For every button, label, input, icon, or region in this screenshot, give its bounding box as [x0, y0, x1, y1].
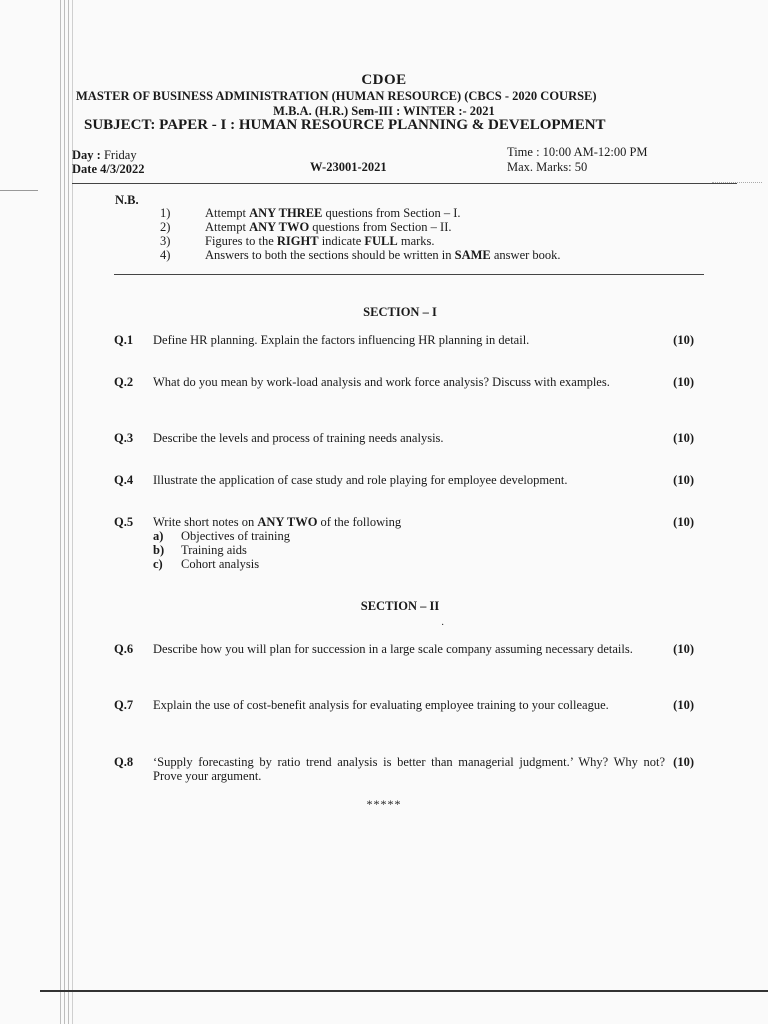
semester-line: M.B.A. (H.R.) Sem-III : WINTER :- 2021	[273, 104, 495, 118]
exam-code: W-23001-2021	[310, 160, 387, 174]
instruction-item: 4) Answers to both the sections should be written in SAME answer book.	[160, 248, 561, 262]
nb-label: N.B.	[115, 193, 139, 207]
subpart: a) Objectives of training	[153, 529, 290, 543]
org-title: CDOE	[361, 72, 407, 88]
max-marks: Max. Marks: 50	[507, 160, 588, 174]
subpart: c) Cohort analysis	[153, 557, 260, 571]
scan-edge-line	[68, 0, 69, 1024]
subpart: b) Training aids	[153, 543, 247, 557]
scan-mark: ·	[441, 620, 445, 631]
program-title: MASTER OF BUSINESS ADMINISTRATION (HUMAN RESOURCE) (CBCS - 2020 COURSE)	[76, 89, 597, 103]
scan-mark	[0, 190, 38, 191]
exam-date: Date 4/3/2022	[72, 162, 145, 176]
instruction-item: 1) Attempt ANY THREE questions from Section – I.	[160, 206, 461, 220]
scan-edge-line	[64, 0, 65, 1024]
scan-edge-line	[60, 0, 61, 1024]
instructions-divider	[114, 274, 704, 275]
instructions-list	[160, 206, 561, 262]
end-marker: *****	[366, 797, 402, 811]
subject-title: SUBJECT: PAPER - I : HUMAN RESOURCE PLANNING & DEVELOPMENT	[84, 117, 606, 133]
instruction-item: 3) Figures to the RIGHT indicate FULL marks.	[160, 234, 435, 248]
exam-day: Day : Friday	[72, 148, 137, 162]
page-bottom-rule	[40, 990, 768, 992]
header-divider	[72, 183, 737, 184]
exam-time: Time : 10:00 AM-12:00 PM	[507, 145, 648, 159]
instruction-item: 2) Attempt ANY TWO questions from Section – II.	[160, 220, 452, 234]
section-1-title: SECTION – I	[363, 305, 437, 319]
section-2-title: SECTION – II	[360, 599, 440, 613]
